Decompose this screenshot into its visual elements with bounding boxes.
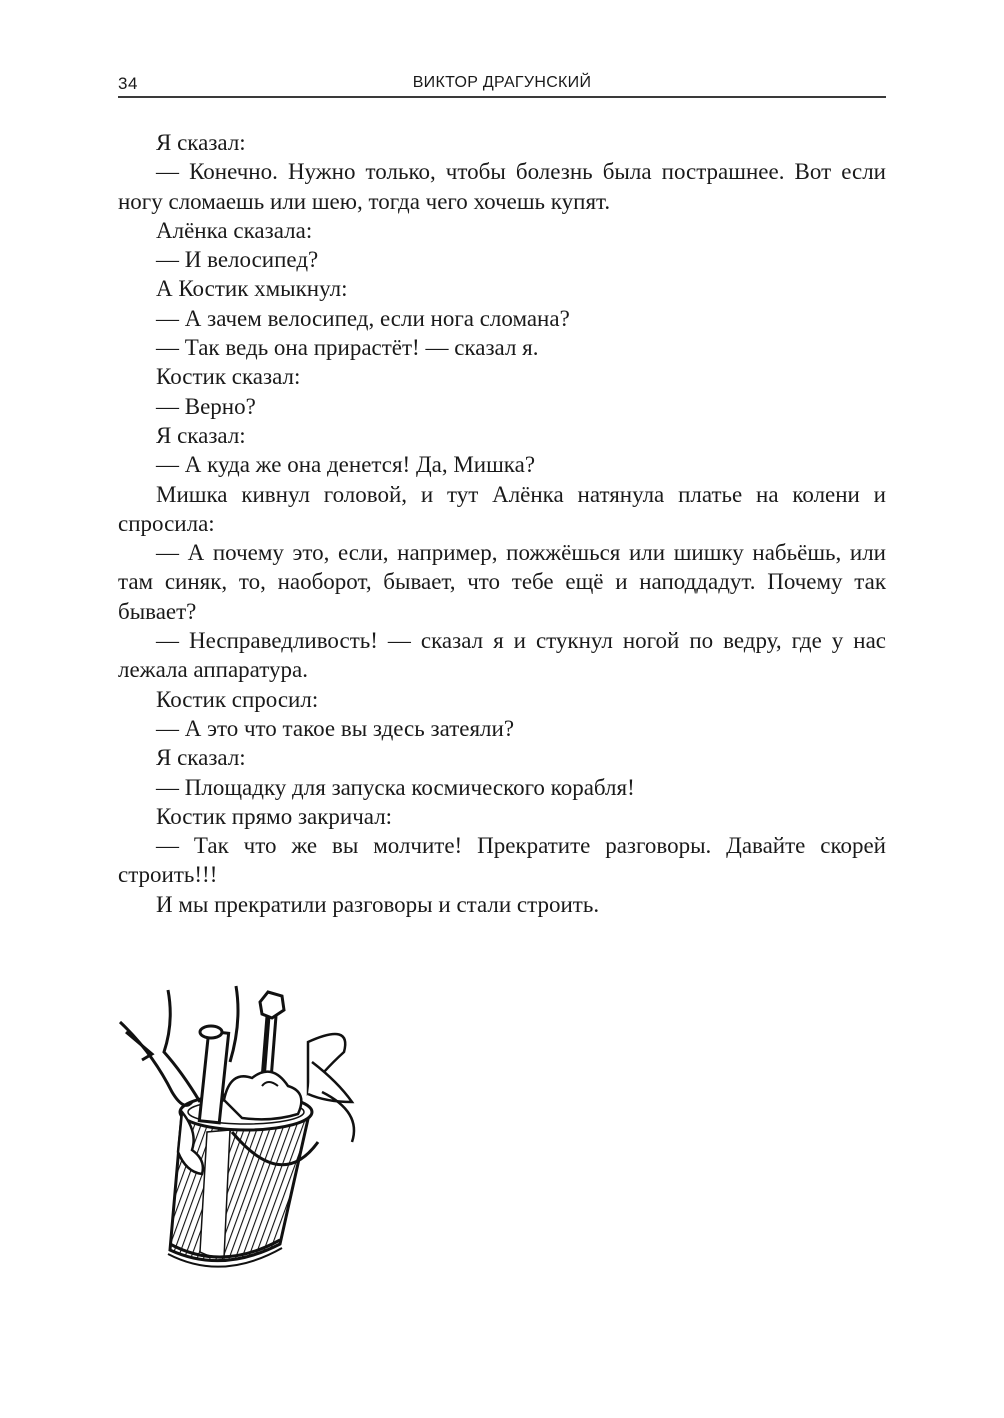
- paragraph: Алёнка сказала:: [156, 217, 313, 243]
- page-number: 34: [118, 74, 138, 93]
- paragraph: — Верно?: [156, 393, 256, 419]
- paragraph: — А почему это, если, например, пожжёшься или шишку набьёшь, или там синяк, то, наоборот, бывает, что тебе ещё и наподдадут. Почему так бывает?: [118, 540, 886, 624]
- paragraph: — А это что такое вы здесь затеяли?: [156, 715, 515, 741]
- paragraph: Мишка кивнул головой, и тут Алёнка натянула платье на колени и спросила:: [118, 481, 886, 536]
- paragraph: Костик прямо закричал:: [156, 803, 393, 829]
- paragraph: Я сказал:: [156, 130, 246, 155]
- paragraph: Костик сказал:: [156, 364, 301, 390]
- paragraph: — Конечно. Нужно только, чтобы болезнь была пострашнее. Вот если ногу сломаешь или шею, тогда чего хочешь купят.: [118, 159, 886, 214]
- paragraph: — А куда же она денется! Да, Мишка?: [156, 452, 536, 478]
- paragraph: — Так ведь она прирастёт! — сказал я.: [156, 335, 539, 361]
- paragraph: — И велосипед?: [156, 247, 319, 273]
- paragraph: Я сказал:: [156, 745, 246, 771]
- paragraph: Костик спросил:: [156, 686, 319, 712]
- running-head: ВИКТОР ДРАГУНСКИЙ: [412, 74, 592, 91]
- paragraph: — Так что же вы молчите! Прекратите разговоры. Давайте скорей строить!!!: [118, 833, 886, 888]
- paragraph: А Костик хмыкнул:: [156, 276, 348, 302]
- body-text: [118, 128, 886, 919]
- paragraph: И мы прекратили разговоры и стали строить.: [156, 891, 600, 917]
- paragraph: — Несправедливость! — сказал я и стукнул ногой по ведру, где у нас лежала аппаратура.: [118, 628, 886, 683]
- paragraph: — Площадку для запуска космического корабля!: [156, 774, 635, 800]
- header-rule: [118, 96, 886, 98]
- bucket-with-junk-icon: [112, 982, 384, 1292]
- paragraph: — А зачем велосипед, если нога сломана?: [156, 305, 570, 331]
- paragraph: Я сказал:: [156, 422, 246, 448]
